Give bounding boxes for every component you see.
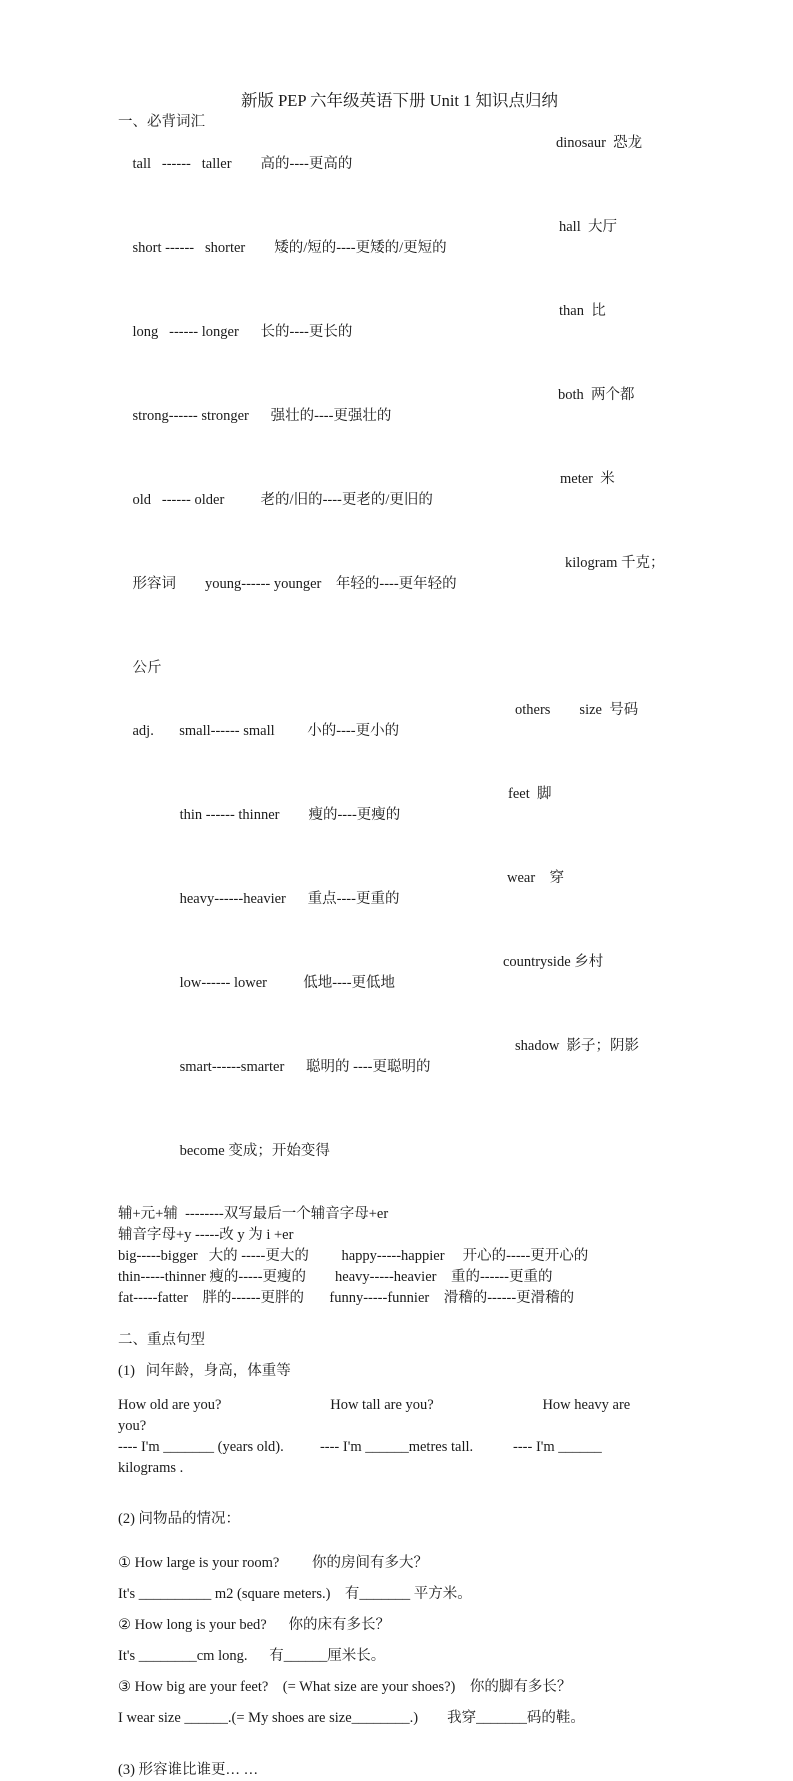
vocab-row	[118, 133, 681, 217]
vocab-left: smart------smarter 聪明的 ----更聪明的	[132, 1059, 431, 1075]
vocab-right: meter 米	[560, 471, 615, 487]
vocab-row	[118, 553, 681, 637]
vocab-row	[118, 217, 681, 301]
answer-line-wrap: kilograms .	[118, 1460, 184, 1476]
blank-line	[118, 1183, 681, 1204]
vocab-left: heavy------heavier 重点----更重的	[132, 891, 400, 907]
vocab-left: become 变成；开始变得	[132, 1143, 330, 1159]
comparative-rule: 辅+元+辅 --------双写最后一个辅音字母+er	[118, 1206, 389, 1222]
vocab-row	[118, 1036, 681, 1120]
vocab-left: short ------ shorter 矮的/短的----更矮的/更短的	[132, 240, 447, 256]
comparative-pair-line: fat-----fatter 胖的------更胖的 funny-----funnier 滑稽的------更滑稽的	[118, 1290, 575, 1306]
vocab-left: tall ------ taller 高的----更高的	[132, 156, 353, 172]
sentence-item: I wear size ______.(= My shoes are size________.) 我穿_______码的鞋。	[118, 1710, 585, 1726]
vocab-row	[118, 784, 681, 868]
sentence-item: ② How long is your bed? 你的床有多长？	[118, 1617, 390, 1633]
vocab-row	[118, 469, 681, 553]
section1-heading: 一、必背词汇	[118, 114, 205, 130]
document-title: 新版 PEP 六年级英语下册 Unit 1 知识点归纳	[240, 91, 559, 110]
vocab-row	[118, 301, 681, 385]
vocab-right: wear 穿	[507, 870, 565, 886]
section2-heading: 二、重点句型	[118, 1332, 205, 1348]
blank-line	[118, 1309, 681, 1330]
vocab-right: shadow 影子；阴影	[515, 1038, 640, 1054]
vocab-left: adj. small------ small 小的----更小的	[132, 723, 400, 739]
answer-line: ---- I'm _______ (years old). ---- I'm ______metres tall. ---- I'm ______	[118, 1439, 602, 1455]
vocab-left: thin ------ thinner 瘦的----更瘦的	[132, 807, 401, 823]
vocab-right: others size 号码	[515, 702, 639, 718]
sentence-item: It's ________cm long. 有______厘米长。	[118, 1648, 386, 1664]
comparative-pair-line: big-----bigger 大的 -----更大的 happy-----happier 开心的-----更开心的	[118, 1248, 589, 1264]
vocab-right: kilogram 千克；	[565, 555, 665, 571]
point1-heading: (1) 问年龄，身高，体重等	[118, 1363, 291, 1379]
vocab-row	[118, 637, 681, 700]
vocab-row	[118, 868, 681, 952]
comparative-pair-line: thin-----thinner 瘦的-----更瘦的 heavy-----heavier 重的------更重的	[118, 1269, 553, 1285]
point3-heading: (3) 形容谁比谁更… …	[118, 1762, 259, 1778]
question-line-wrap: you?	[118, 1418, 147, 1434]
sentence-item: ③ How big are your feet? (= What size are your shoes?) 你的脚有多长？	[118, 1679, 572, 1695]
vocab-right: both 两个都	[558, 387, 635, 403]
vocab-right: dinosaur 恐龙	[556, 135, 643, 151]
sentence-item: ① How large is your room? 你的房间有多大？	[118, 1555, 428, 1571]
vocab-left: 公斤	[132, 660, 162, 676]
vocab-right: countryside 乡村	[503, 954, 604, 970]
vocab-row	[118, 952, 681, 1036]
vocab-right: than 比	[559, 303, 606, 319]
point2-heading: (2) 问物品的情况：	[118, 1511, 241, 1527]
vocab-left: 形容词 young------ younger 年轻的----更年轻的	[132, 576, 457, 592]
vocab-left: old ------ older 老的/旧的----更老的/更旧的	[132, 492, 433, 508]
sentence-item: It's __________ m2 (square meters.) 有_______ 平方米。	[118, 1586, 472, 1602]
comparative-rule: 辅音字母+y -----改 y 为 i +er	[118, 1227, 294, 1243]
vocab-left: long ------ longer 长的----更长的	[132, 324, 353, 340]
vocab-row	[118, 1120, 681, 1183]
vocab-row	[118, 700, 681, 784]
vocab-row	[118, 385, 681, 469]
vocab-right: hall 大厅	[559, 219, 617, 235]
question-line: How old are you? How tall are you? How heavy are	[118, 1397, 631, 1413]
vocab-left: strong------ stronger 强壮的----更强壮的	[132, 408, 392, 424]
vocab-right: feet 脚	[508, 786, 552, 802]
vocab-left: low------ lower 低地----更低地	[132, 975, 396, 991]
